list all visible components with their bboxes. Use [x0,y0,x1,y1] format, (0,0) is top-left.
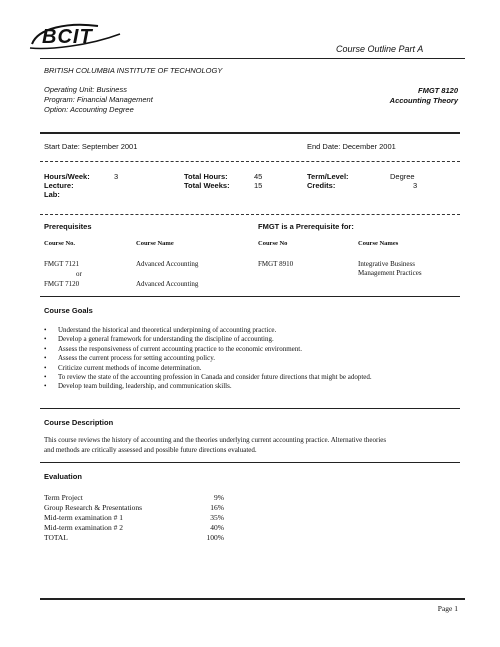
prereq-row-2-name: Advanced Accounting [136,280,199,288]
course-code: FMGT 8120 [417,86,458,95]
start-date: Start Date: September 2001 [44,142,138,151]
prereq-heading: Prerequisites [44,222,92,231]
goal-item: • Assess the responsiveness of current accounting practice to the economic environment. [40,345,470,354]
eval-row-term-project [44,493,234,502]
evaluation-heading: Evaluation [44,472,82,481]
prereq-for-row-no: FMGT 8910 [258,260,294,268]
institute-name: BRITISH COLUMBIA INSTITUTE OF TECHNOLOGY [44,66,223,75]
eval-label: Term Project [44,493,83,502]
goal-item: • Criticize current methods of income determination. [40,364,470,373]
goal-item: • Develop team building, leadership, and communication skills. [40,382,470,391]
total-weeks-value: 15 [254,181,263,190]
lecture-label: Lecture: [44,181,74,190]
prereq-for-row-name-2: Management Practices [358,269,422,277]
prereq-for-heading: FMGT is a Prerequisite for: [258,222,354,231]
eval-row-midterm-2 [44,523,234,532]
term-value: Degree [390,172,415,181]
goal-item: • Understand the historical and theoretical underpinning of accounting practice. [40,326,470,335]
prereq-for-row-name-1: Integrative Business [358,260,415,268]
prereq-for-col-name: Course Names [358,240,399,247]
header-rule [40,58,465,59]
eval-pct: 40% [210,523,224,532]
total-weeks-label: Total Weeks: [184,181,230,190]
eval-pct: 16% [210,503,224,512]
hours-week-value: 3 [114,172,119,181]
eval-label: TOTAL [44,533,68,542]
dates-top-rule [40,132,460,134]
total-hours-label: Total Hours: [184,172,228,181]
operating-unit: Operating Unit: Business [44,85,127,94]
hours-week-label: Hours/Week: [44,172,90,181]
course-title: Accounting Theory [389,96,458,105]
eval-row-total [44,533,234,542]
prereq-col-no: Course No. [44,240,76,247]
goals-bottom-rule [40,408,460,409]
prereq-or: or [76,270,82,278]
term-label: Term/Level: [307,172,349,181]
footer-rule [40,598,465,600]
goal-item: • To review the state of the accounting profession in Canada and consider future directions that might be adopted. [40,373,470,382]
eval-pct: 9% [214,493,224,502]
description-bottom-rule [40,462,460,463]
prereq-row-2-no: FMGT 7120 [44,280,80,288]
goals-heading: Course Goals [44,306,93,315]
eval-label: Mid-term examination # 2 [44,523,123,532]
eval-row-group-research [44,503,234,512]
description-line-2: and methods are critically assessed and possible future directions evaluated. [44,446,257,454]
prereq-col-name: Course Name [136,240,174,247]
end-date: End Date: December 2001 [307,142,396,151]
goal-item: • Assess the current process for setting accounting policy. [40,354,470,363]
bcit-logo [28,22,124,52]
goal-item: • Develop a general framework for understanding the discipline of accounting. [40,335,470,344]
prereq-bottom-rule [40,296,460,297]
credits-label: Credits: [307,181,336,190]
eval-pct: 100% [206,533,224,542]
total-hours-value: 45 [254,172,263,181]
dates-bottom-rule [40,161,460,162]
description-line-1: This course reviews the history of accounting and the theories underlying current accounting practice. Alternative theories [44,436,387,444]
prereq-row-1-no: FMGT 7121 [44,260,80,268]
option: Option: Accounting Degree [44,105,134,114]
eval-label: Mid-term examination # 1 [44,513,123,522]
logo-text: BCIT [42,26,93,48]
lab-label: Lab: [44,190,60,199]
program: Program: Financial Management [44,95,153,104]
description-heading: Course Description [44,418,114,427]
doc-part: Course Outline Part A [336,44,424,54]
eval-row-midterm-1 [44,513,234,522]
credits-value: 3 [413,181,418,190]
eval-label: Group Research & Presentations [44,503,143,512]
goals-list [40,326,470,392]
prereq-for-col-no: Course No [258,240,288,247]
prereq-row-1-name: Advanced Accounting [136,260,199,268]
hours-bottom-rule [40,214,460,215]
eval-pct: 35% [210,513,224,522]
page-number: Page 1 [437,604,458,613]
